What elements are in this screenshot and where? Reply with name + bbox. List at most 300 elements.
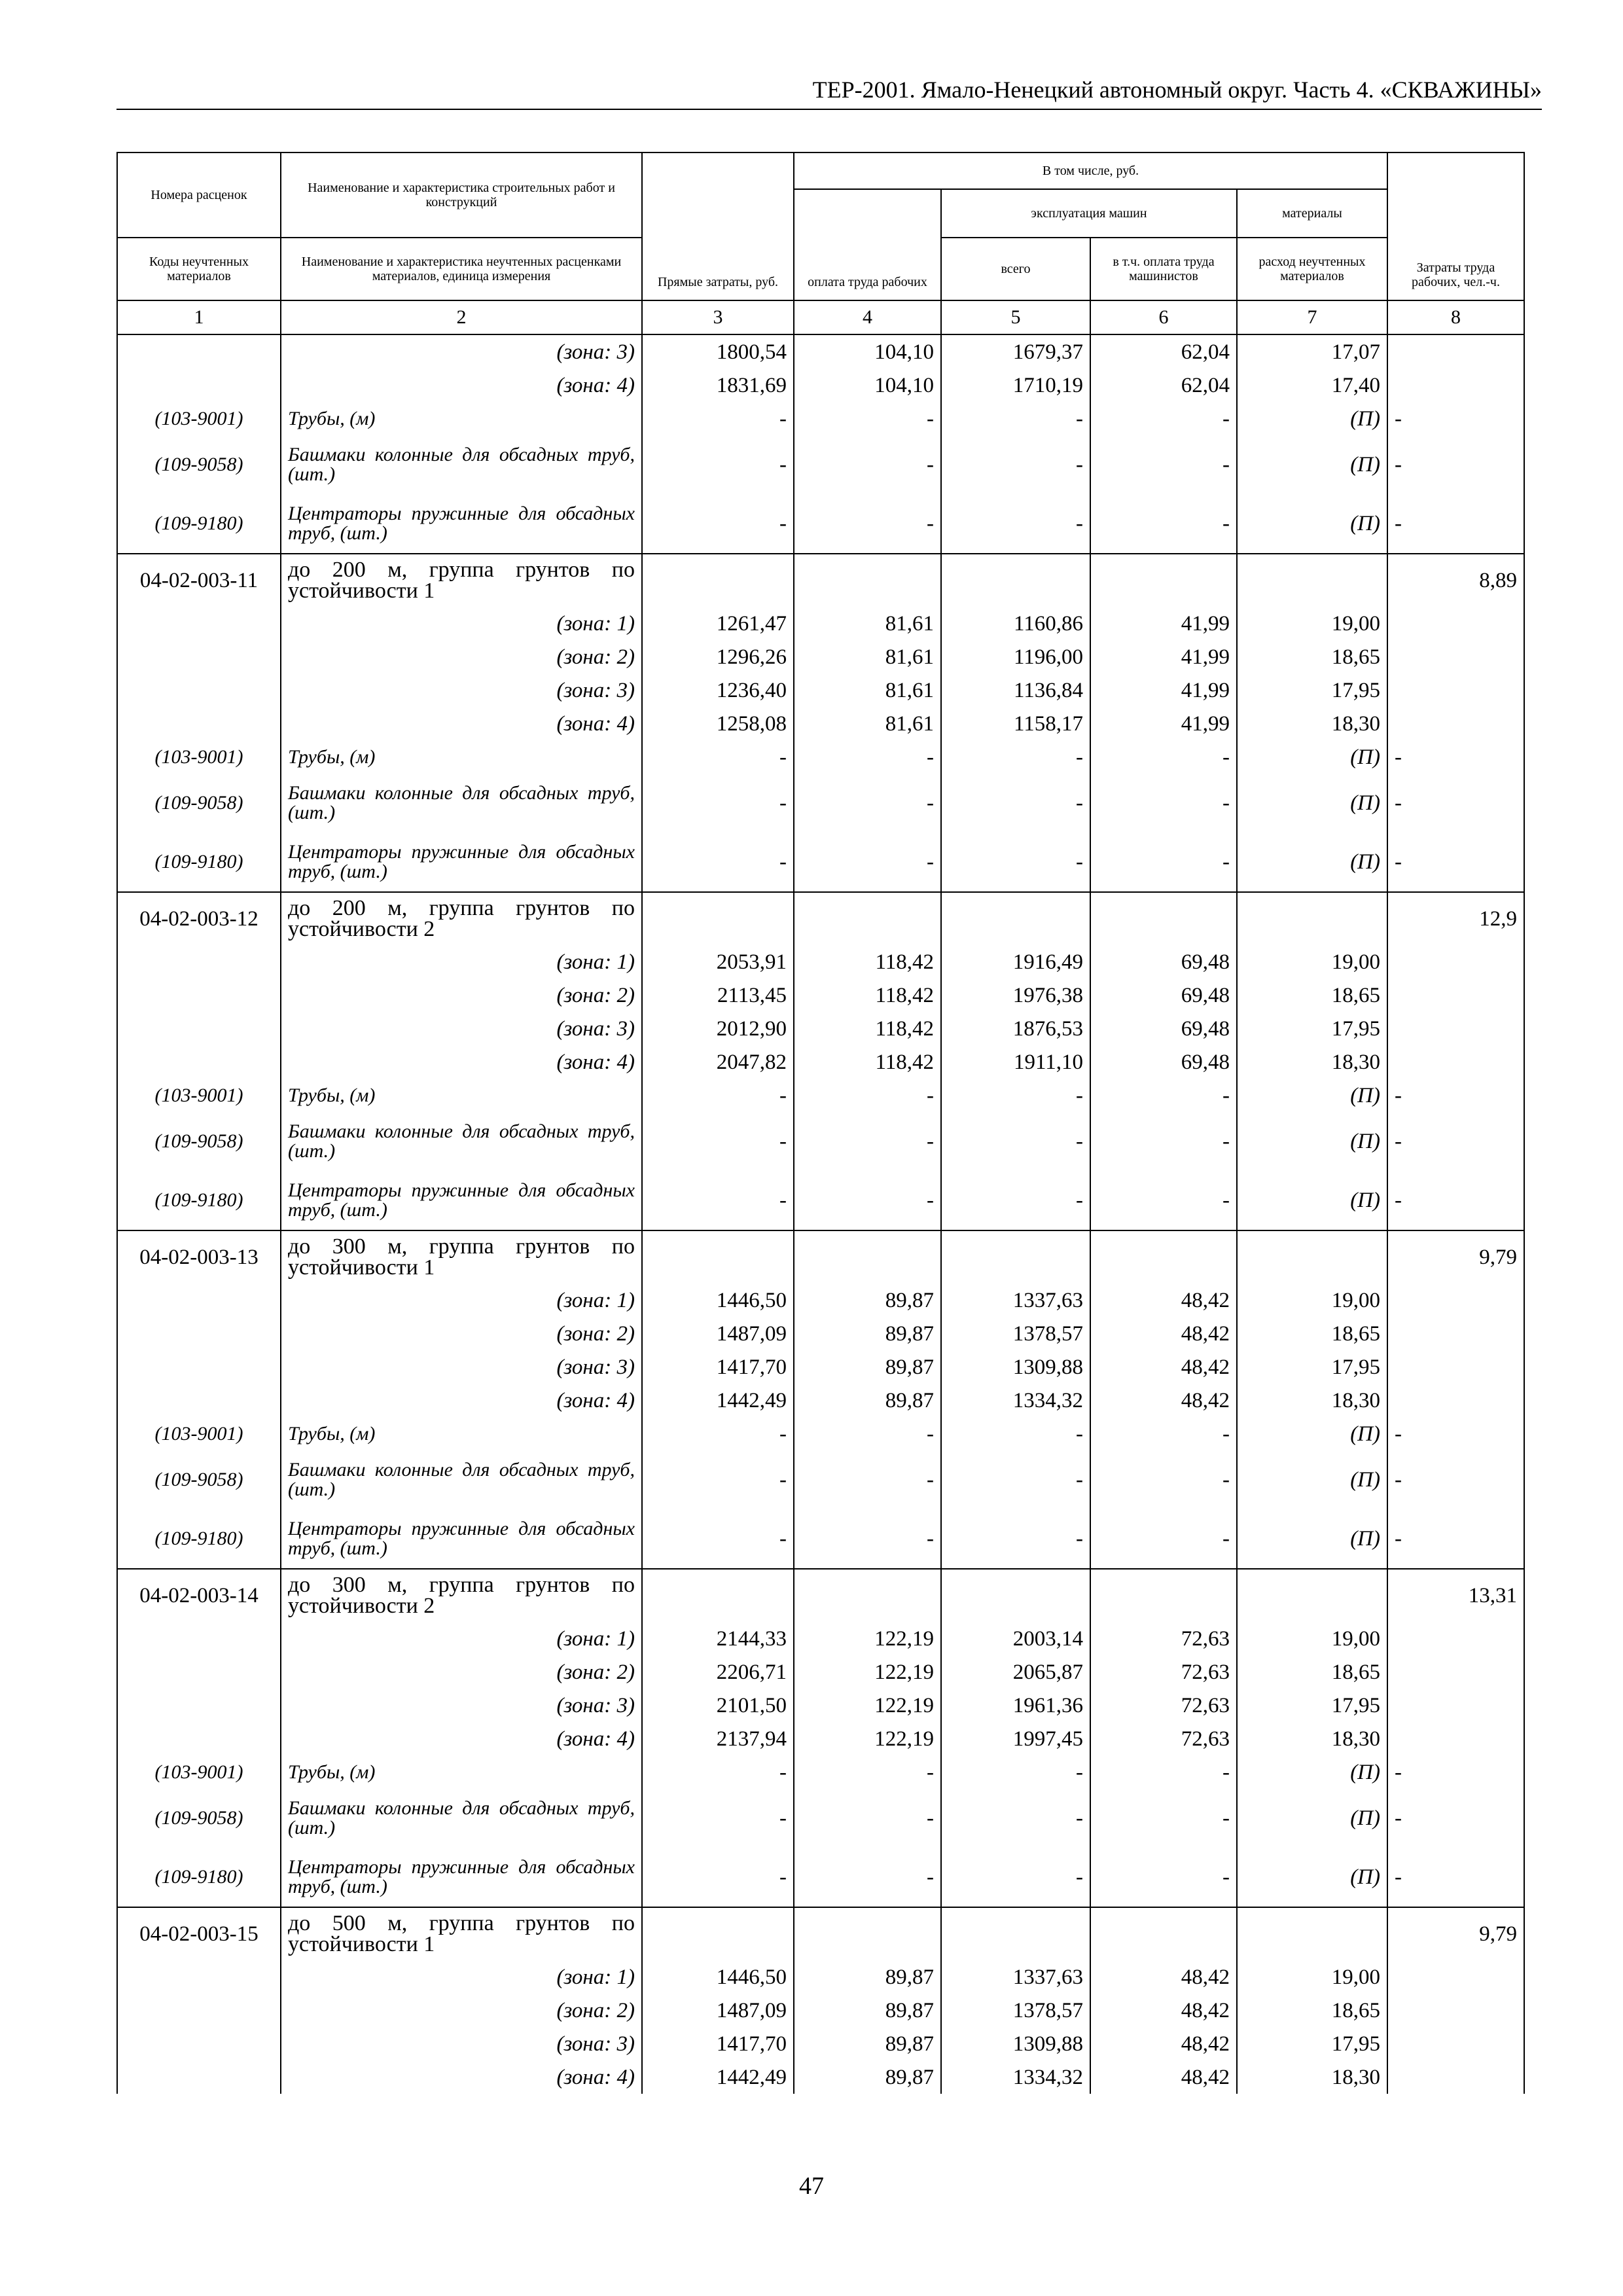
rate-title-row xyxy=(117,554,1524,607)
rate-code: 04-02-003-15 xyxy=(117,1907,281,1960)
empty-cell xyxy=(1387,640,1524,673)
labor-pay-value: 122,19 xyxy=(794,1722,941,1755)
machine-labor-value: 41,99 xyxy=(1090,673,1237,707)
header-materials-sub: расход неучтенных материалов xyxy=(1237,238,1387,300)
dash-value: - xyxy=(941,402,1090,435)
dash-value: - xyxy=(642,740,794,774)
zone-label: (зона: 3) xyxy=(281,1350,642,1384)
materials-p-marker: (П) xyxy=(1237,1848,1387,1907)
labor-pay-value: 89,87 xyxy=(794,1384,941,1417)
zone-label: (зона: 3) xyxy=(281,334,642,368)
zone-label: (зона: 1) xyxy=(281,607,642,640)
machine-labor-value: 48,42 xyxy=(1090,1283,1237,1317)
dash-value: - xyxy=(1387,1079,1524,1112)
material-code: (109-9058) xyxy=(117,774,281,833)
dash-value: - xyxy=(941,1755,1090,1789)
material-name: Трубы, (м) xyxy=(281,740,642,774)
labor-pay-value: 89,87 xyxy=(794,1317,941,1350)
zone-label: (зона: 3) xyxy=(281,1012,642,1045)
dash-value: - xyxy=(1387,1171,1524,1230)
direct-costs-value: 2113,45 xyxy=(642,978,794,1012)
running-header xyxy=(116,73,1542,110)
dash-value: - xyxy=(1387,1755,1524,1789)
direct-costs-value: 1446,50 xyxy=(642,1960,794,1994)
empty-cell xyxy=(794,554,941,607)
direct-costs-value: 2206,71 xyxy=(642,1655,794,1689)
zone-row xyxy=(117,1045,1524,1079)
empty-cell xyxy=(1387,1012,1524,1045)
direct-costs-value: 1487,09 xyxy=(642,1317,794,1350)
empty-cell xyxy=(941,1907,1090,1960)
labor-pay-value: 122,19 xyxy=(794,1689,941,1722)
dash-value: - xyxy=(1090,1079,1237,1112)
labor-costs-value: 9,79 xyxy=(1387,1907,1524,1960)
machine-total-value: 1196,00 xyxy=(941,640,1090,673)
empty-cell xyxy=(642,892,794,945)
materials-p-marker: (П) xyxy=(1237,1079,1387,1112)
rate-title-row xyxy=(117,1230,1524,1283)
materials-value: 17,40 xyxy=(1237,368,1387,402)
header-materials: материалы xyxy=(1237,189,1387,238)
materials-p-marker: (П) xyxy=(1237,1450,1387,1509)
header-material-names: Наименование и характеристика неучтенных расценками материалов, единица измерения xyxy=(281,238,642,300)
empty-cell xyxy=(117,1722,281,1755)
materials-value: 19,00 xyxy=(1237,1960,1387,1994)
zone-row xyxy=(117,368,1524,402)
col-num: 5 xyxy=(941,300,1090,334)
machine-total-value: 1158,17 xyxy=(941,707,1090,740)
material-name: Башмаки колонные для обсадных труб, (шт.) xyxy=(281,1789,642,1848)
empty-cell xyxy=(117,1045,281,1079)
header-labor-costs: Затраты труда рабочих, чел.-ч. xyxy=(1387,152,1524,300)
empty-cell xyxy=(117,978,281,1012)
dash-value: - xyxy=(642,1450,794,1509)
materials-p-marker: (П) xyxy=(1237,1789,1387,1848)
direct-costs-value: 1800,54 xyxy=(642,334,794,368)
zone-label: (зона: 2) xyxy=(281,640,642,673)
machine-labor-value: 62,04 xyxy=(1090,368,1237,402)
material-row xyxy=(117,435,1524,494)
material-code: (109-9058) xyxy=(117,435,281,494)
machine-labor-value: 48,42 xyxy=(1090,1994,1237,2027)
dash-value: - xyxy=(642,1848,794,1907)
labor-costs-value: 12,9 xyxy=(1387,892,1524,945)
machine-labor-value: 72,63 xyxy=(1090,1655,1237,1689)
dash-value: - xyxy=(1090,1171,1237,1230)
table-body xyxy=(117,334,1524,2094)
material-code: (109-9180) xyxy=(117,1509,281,1569)
zone-row xyxy=(117,1722,1524,1755)
empty-cell xyxy=(941,892,1090,945)
dash-value: - xyxy=(1090,1755,1237,1789)
zone-row xyxy=(117,1622,1524,1655)
labor-pay-value: 81,61 xyxy=(794,707,941,740)
empty-cell xyxy=(1090,1569,1237,1622)
dash-value: - xyxy=(794,1848,941,1907)
empty-cell xyxy=(117,2060,281,2094)
material-name: Центраторы пружинные для обсадных труб, (шт.) xyxy=(281,833,642,892)
dash-value: - xyxy=(941,435,1090,494)
empty-cell xyxy=(1387,1317,1524,1350)
material-name: Башмаки колонные для обсадных труб, (шт.) xyxy=(281,435,642,494)
col-num: 8 xyxy=(1387,300,1524,334)
dash-value: - xyxy=(642,435,794,494)
zone-row xyxy=(117,707,1524,740)
direct-costs-value: 1442,49 xyxy=(642,2060,794,2094)
empty-cell xyxy=(117,945,281,978)
materials-value: 19,00 xyxy=(1237,1283,1387,1317)
empty-cell xyxy=(117,1384,281,1417)
direct-costs-value: 1417,70 xyxy=(642,1350,794,1384)
labor-pay-value: 104,10 xyxy=(794,368,941,402)
header-machine-labor: в т.ч. оплата труда машинистов xyxy=(1090,238,1237,300)
machine-total-value: 2003,14 xyxy=(941,1622,1090,1655)
dash-value: - xyxy=(1090,402,1237,435)
labor-pay-value: 81,61 xyxy=(794,640,941,673)
material-code: (103-9001) xyxy=(117,1079,281,1112)
zone-label: (зона: 4) xyxy=(281,1722,642,1755)
dash-value: - xyxy=(794,1171,941,1230)
material-row xyxy=(117,1848,1524,1907)
empty-cell xyxy=(117,673,281,707)
dash-value: - xyxy=(1387,1509,1524,1569)
empty-cell xyxy=(117,707,281,740)
col-num: 7 xyxy=(1237,300,1387,334)
dash-value: - xyxy=(941,1789,1090,1848)
machine-labor-value: 48,42 xyxy=(1090,2060,1237,2094)
machine-labor-value: 69,48 xyxy=(1090,945,1237,978)
dash-value: - xyxy=(941,1509,1090,1569)
materials-value: 17,95 xyxy=(1237,1350,1387,1384)
materials-value: 18,30 xyxy=(1237,1722,1387,1755)
col-num: 3 xyxy=(642,300,794,334)
machine-labor-value: 72,63 xyxy=(1090,1689,1237,1722)
machine-total-value: 1337,63 xyxy=(941,1283,1090,1317)
labor-costs-value: 8,89 xyxy=(1387,554,1524,607)
labor-pay-value: 122,19 xyxy=(794,1622,941,1655)
materials-p-marker: (П) xyxy=(1237,435,1387,494)
empty-cell xyxy=(1387,707,1524,740)
machine-labor-value: 72,63 xyxy=(1090,1722,1237,1755)
zone-label: (зона: 4) xyxy=(281,2060,642,2094)
zone-label: (зона: 3) xyxy=(281,673,642,707)
empty-cell xyxy=(1090,554,1237,607)
material-name: Центраторы пружинные для обсадных труб, (шт.) xyxy=(281,1848,642,1907)
material-row xyxy=(117,1417,1524,1450)
material-row xyxy=(117,833,1524,892)
machine-labor-value: 41,99 xyxy=(1090,607,1237,640)
empty-cell xyxy=(117,1350,281,1384)
dash-value: - xyxy=(941,833,1090,892)
empty-cell xyxy=(1387,1960,1524,1994)
zone-row xyxy=(117,1960,1524,1994)
material-row xyxy=(117,1171,1524,1230)
dash-value: - xyxy=(1387,774,1524,833)
machine-labor-value: 48,42 xyxy=(1090,1317,1237,1350)
materials-value: 18,65 xyxy=(1237,978,1387,1012)
materials-value: 17,95 xyxy=(1237,1012,1387,1045)
zone-label: (зона: 2) xyxy=(281,1317,642,1350)
direct-costs-value: 1831,69 xyxy=(642,368,794,402)
dash-value: - xyxy=(941,1417,1090,1450)
material-code: (103-9001) xyxy=(117,740,281,774)
dash-value: - xyxy=(794,1450,941,1509)
dash-value: - xyxy=(1090,740,1237,774)
direct-costs-value: 2144,33 xyxy=(642,1622,794,1655)
machine-total-value: 1334,32 xyxy=(941,1384,1090,1417)
machine-total-value: 1710,19 xyxy=(941,368,1090,402)
machine-total-value: 1337,63 xyxy=(941,1960,1090,1994)
machine-labor-value: 62,04 xyxy=(1090,334,1237,368)
rate-code: 04-02-003-11 xyxy=(117,554,281,607)
dash-value: - xyxy=(1387,1450,1524,1509)
dash-value: - xyxy=(794,1509,941,1569)
dash-value: - xyxy=(941,1079,1090,1112)
dash-value: - xyxy=(642,402,794,435)
header-labor-pay: оплата труда рабочих xyxy=(794,189,941,300)
col-num: 6 xyxy=(1090,300,1237,334)
dash-value: - xyxy=(794,1417,941,1450)
empty-cell xyxy=(1237,1907,1387,1960)
dash-value: - xyxy=(794,774,941,833)
machine-total-value: 1309,88 xyxy=(941,1350,1090,1384)
labor-pay-value: 118,42 xyxy=(794,1045,941,1079)
dash-value: - xyxy=(1387,1417,1524,1450)
dash-value: - xyxy=(941,1171,1090,1230)
direct-costs-value: 1261,47 xyxy=(642,607,794,640)
dash-value: - xyxy=(1090,1789,1237,1848)
material-code: (103-9001) xyxy=(117,1755,281,1789)
machine-total-value: 1679,37 xyxy=(941,334,1090,368)
materials-value: 18,30 xyxy=(1237,1384,1387,1417)
material-code: (103-9001) xyxy=(117,1417,281,1450)
materials-p-marker: (П) xyxy=(1237,1509,1387,1569)
dash-value: - xyxy=(1387,740,1524,774)
zone-label: (зона: 1) xyxy=(281,1283,642,1317)
empty-cell xyxy=(794,1569,941,1622)
direct-costs-value: 2137,94 xyxy=(642,1722,794,1755)
material-name: Трубы, (м) xyxy=(281,1079,642,1112)
empty-cell xyxy=(1090,1230,1237,1283)
empty-cell xyxy=(1387,1622,1524,1655)
empty-cell xyxy=(1387,673,1524,707)
dash-value: - xyxy=(1387,435,1524,494)
table-header xyxy=(117,152,1524,334)
header-machine-total: всего xyxy=(941,238,1090,300)
zone-label: (зона: 4) xyxy=(281,368,642,402)
dash-value: - xyxy=(642,1755,794,1789)
col-num: 1 xyxy=(117,300,281,334)
dash-value: - xyxy=(1090,1112,1237,1171)
dash-value: - xyxy=(794,1755,941,1789)
dash-value: - xyxy=(794,740,941,774)
dash-value: - xyxy=(1387,1848,1524,1907)
labor-pay-value: 89,87 xyxy=(794,1283,941,1317)
materials-p-marker: (П) xyxy=(1237,402,1387,435)
empty-cell xyxy=(117,1622,281,1655)
material-code: (109-9180) xyxy=(117,494,281,554)
labor-costs-value: 9,79 xyxy=(1387,1230,1524,1283)
empty-cell xyxy=(117,1317,281,1350)
rate-title-row xyxy=(117,1569,1524,1622)
dash-value: - xyxy=(642,1112,794,1171)
materials-value: 18,30 xyxy=(1237,707,1387,740)
material-name: Центраторы пружинные для обсадных труб, (шт.) xyxy=(281,494,642,554)
dash-value: - xyxy=(794,833,941,892)
zone-row xyxy=(117,640,1524,673)
empty-cell xyxy=(941,1230,1090,1283)
zone-label: (зона: 4) xyxy=(281,1384,642,1417)
dash-value: - xyxy=(1387,833,1524,892)
dash-value: - xyxy=(1387,402,1524,435)
header-including: В том числе, руб. xyxy=(794,152,1387,189)
empty-cell xyxy=(1387,1655,1524,1689)
zone-label: (зона: 3) xyxy=(281,2027,642,2060)
header-machine-ops: эксплуатация машин xyxy=(941,189,1237,238)
page-number: 47 xyxy=(799,2172,824,2200)
material-name: Центраторы пружинные для обсадных труб, (шт.) xyxy=(281,1171,642,1230)
zone-row xyxy=(117,1689,1524,1722)
dash-value: - xyxy=(1090,1848,1237,1907)
dash-value: - xyxy=(1090,833,1237,892)
machine-labor-value: 72,63 xyxy=(1090,1622,1237,1655)
zone-row xyxy=(117,334,1524,368)
col-num: 2 xyxy=(281,300,642,334)
dash-value: - xyxy=(941,740,1090,774)
machine-total-value: 2065,87 xyxy=(941,1655,1090,1689)
material-name: Трубы, (м) xyxy=(281,1755,642,1789)
machine-total-value: 1160,86 xyxy=(941,607,1090,640)
materials-value: 18,65 xyxy=(1237,1655,1387,1689)
material-code: (109-9180) xyxy=(117,1848,281,1907)
machine-labor-value: 41,99 xyxy=(1090,640,1237,673)
header-work-name: Наименование и характеристика строительных работ и конструкций xyxy=(281,152,642,238)
rate-title-row xyxy=(117,1907,1524,1960)
materials-value: 17,95 xyxy=(1237,1689,1387,1722)
direct-costs-value: 1417,70 xyxy=(642,2027,794,2060)
machine-total-value: 1961,36 xyxy=(941,1689,1090,1722)
rate-code: 04-02-003-13 xyxy=(117,1230,281,1283)
materials-value: 19,00 xyxy=(1237,607,1387,640)
dash-value: - xyxy=(941,1450,1090,1509)
empty-cell xyxy=(794,892,941,945)
empty-cell xyxy=(117,334,281,368)
direct-costs-value: 1236,40 xyxy=(642,673,794,707)
direct-costs-value: 1296,26 xyxy=(642,640,794,673)
empty-cell xyxy=(642,1230,794,1283)
direct-costs-value: 1446,50 xyxy=(642,1283,794,1317)
direct-costs-value: 1487,09 xyxy=(642,1994,794,2027)
machine-labor-value: 48,42 xyxy=(1090,1350,1237,1384)
col-num: 4 xyxy=(794,300,941,334)
empty-cell xyxy=(1387,1283,1524,1317)
labor-costs-value: 13,31 xyxy=(1387,1569,1524,1622)
empty-cell xyxy=(642,554,794,607)
material-name: Трубы, (м) xyxy=(281,402,642,435)
empty-cell xyxy=(941,554,1090,607)
material-row xyxy=(117,774,1524,833)
zone-row xyxy=(117,607,1524,640)
materials-value: 18,65 xyxy=(1237,640,1387,673)
zone-row xyxy=(117,1384,1524,1417)
material-code: (109-9180) xyxy=(117,833,281,892)
zone-label: (зона: 3) xyxy=(281,1689,642,1722)
header-material-codes: Коды неучтенных материалов xyxy=(117,238,281,300)
dash-value: - xyxy=(794,402,941,435)
labor-pay-value: 118,42 xyxy=(794,945,941,978)
empty-cell xyxy=(1237,1569,1387,1622)
rate-title: до 200 м, группа грунтов по устойчивости 1 xyxy=(281,554,642,607)
materials-p-marker: (П) xyxy=(1237,740,1387,774)
materials-value: 17,95 xyxy=(1237,2027,1387,2060)
direct-costs-value: 2047,82 xyxy=(642,1045,794,1079)
materials-p-marker: (П) xyxy=(1237,774,1387,833)
empty-cell xyxy=(117,1994,281,2027)
zone-label: (зона: 2) xyxy=(281,978,642,1012)
dash-value: - xyxy=(1090,494,1237,554)
material-name: Башмаки колонные для обсадных труб, (шт.) xyxy=(281,1112,642,1171)
empty-cell xyxy=(1387,1722,1524,1755)
empty-cell xyxy=(117,2027,281,2060)
dash-value: - xyxy=(794,1789,941,1848)
material-name: Центраторы пружинные для обсадных труб, (шт.) xyxy=(281,1509,642,1569)
dash-value: - xyxy=(1090,774,1237,833)
zone-row xyxy=(117,2060,1524,2094)
machine-labor-value: 69,48 xyxy=(1090,978,1237,1012)
materials-p-marker: (П) xyxy=(1237,833,1387,892)
zone-row xyxy=(117,2027,1524,2060)
materials-value: 18,30 xyxy=(1237,2060,1387,2094)
labor-pay-value: 118,42 xyxy=(794,1012,941,1045)
empty-cell xyxy=(1237,1230,1387,1283)
machine-total-value: 1378,57 xyxy=(941,1317,1090,1350)
dash-value: - xyxy=(642,1171,794,1230)
empty-cell xyxy=(117,368,281,402)
dash-value: - xyxy=(941,774,1090,833)
zone-label: (зона: 4) xyxy=(281,1045,642,1079)
empty-cell xyxy=(1387,334,1524,368)
empty-cell xyxy=(1387,1994,1524,2027)
rate-title: до 500 м, группа грунтов по устойчивости 1 xyxy=(281,1907,642,1960)
rate-title: до 300 м, группа грунтов по устойчивости 2 xyxy=(281,1569,642,1622)
dash-value: - xyxy=(794,494,941,554)
zone-row xyxy=(117,1317,1524,1350)
material-row xyxy=(117,740,1524,774)
direct-costs-value: 2012,90 xyxy=(642,1012,794,1045)
materials-p-marker: (П) xyxy=(1237,494,1387,554)
dash-value: - xyxy=(1090,1417,1237,1450)
material-name: Башмаки колонные для обсадных труб, (шт.) xyxy=(281,1450,642,1509)
document-title: ТЕР-2001. Ямало-Ненецкий автономный округ. Часть 4. «СКВАЖИНЫ» xyxy=(812,77,1542,103)
material-code: (103-9001) xyxy=(117,402,281,435)
direct-costs-value: 2101,50 xyxy=(642,1689,794,1722)
empty-cell xyxy=(117,607,281,640)
rate-code: 04-02-003-12 xyxy=(117,892,281,945)
empty-cell xyxy=(642,1907,794,1960)
labor-pay-value: 89,87 xyxy=(794,2027,941,2060)
rates-table xyxy=(116,152,1525,2094)
material-code: (109-9058) xyxy=(117,1112,281,1171)
empty-cell xyxy=(794,1230,941,1283)
materials-p-marker: (П) xyxy=(1237,1171,1387,1230)
empty-cell xyxy=(1387,2027,1524,2060)
empty-cell xyxy=(642,1569,794,1622)
material-name: Трубы, (м) xyxy=(281,1417,642,1450)
empty-cell xyxy=(1387,945,1524,978)
zone-row xyxy=(117,1012,1524,1045)
zone-label: (зона: 2) xyxy=(281,1994,642,2027)
labor-pay-value: 81,61 xyxy=(794,607,941,640)
